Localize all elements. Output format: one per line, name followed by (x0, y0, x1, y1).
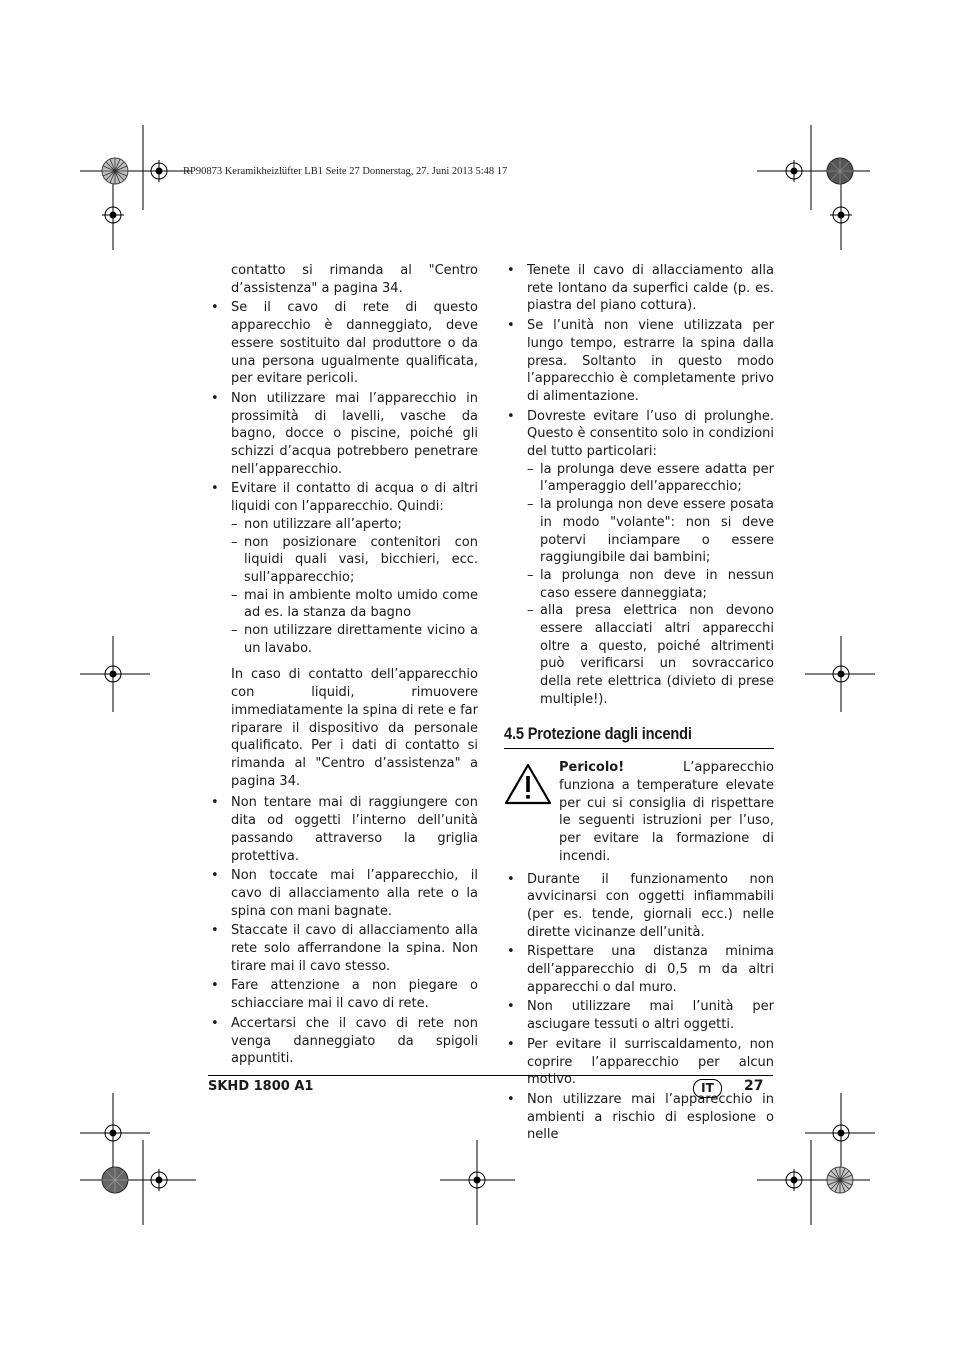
registration-mark-icon (783, 1169, 805, 1191)
registration-mark-icon (148, 160, 170, 182)
list-item: • Se il cavo di rete di questo apparecchio è danneggiato, deve essere sostituito dal produttore o da una persona ugualmente qualificata, per evitare pericoli. (208, 299, 478, 388)
color-wheel-icon (826, 1166, 854, 1194)
warning-triangle-icon (504, 763, 552, 805)
footer-divider (208, 1075, 773, 1076)
danger-label: Pericolo! (559, 760, 625, 776)
page-number: 27 (744, 1078, 764, 1094)
danger-notice (504, 759, 774, 865)
sub-list-item: – non posizionare contenitori con liquidi quali vasi, bicchieri, ecc. sull’apparecchio; (208, 534, 478, 587)
list-item: • Staccate il cavo di allacciamento alla rete solo afferrandone la spina. Non tirare mai il cavo stesso. (208, 922, 478, 975)
registration-mark-icon (102, 204, 124, 226)
sub-list-item: – non utilizzare all’aperto; (208, 516, 478, 534)
registration-mark-icon (830, 1122, 852, 1144)
list-item: • Evitare il contatto di acqua o di altri liquidi con l’apparecchio. Quindi: (208, 480, 478, 515)
sub-list-item: – mai in ambiente molto umido come ad es. la stanza da bagno (208, 587, 478, 622)
right-column (504, 262, 774, 1144)
print-header: RP90873 Keramikheizlüfter LB1 Seite 27 Donnerstag, 27. Juni 2013 5:48 17 (183, 166, 508, 177)
list-item: • Fare attenzione a non piegare o schiacciare mai il cavo di rete. (208, 977, 478, 1012)
left-column (208, 262, 478, 1068)
list-item: • Non utilizzare mai l’apparecchio in prossimità di lavelli, vasche da bagno, docce o piscine, poiché gli schizzi d’acqua potrebbero penetrare nell’apparecchio. (208, 390, 478, 479)
language-badge: IT (693, 1079, 722, 1098)
list-item: • Dovreste evitare l’uso di prolunghe. Questo è consentito solo in condizioni del tutto particolari: (504, 408, 774, 461)
contact-paragraph: In caso di contatto dell’apparecchio con liquidi, rimuovere immediatamente la spina di rete e far riparare il dispositivo da personale qualificato. Per i dati di contatto si rimanda al "Centro d’assistenza" a pagina 34. (231, 667, 478, 789)
color-wheel-icon (826, 157, 854, 185)
section-divider (504, 748, 774, 749)
list-item: • Non tentare mai di raggiungere con dita od oggetti l’interno dell’unità passando attraverso la griglia protettiva. (208, 794, 478, 865)
registration-mark-icon (102, 663, 124, 685)
paragraph-continued: contatto si rimanda al "Centro d’assistenza" a pagina 34. (231, 263, 478, 296)
footer-model: SKHD 1800 A1 (208, 1079, 314, 1094)
sub-list-item: – alla presa elettrica non devono essere allacciati altri apparecchi oltre a questo, poiché altrimenti può verificarsi un sovraccarico della rete elettrica (divieto di prese multiple!). (504, 602, 774, 708)
registration-mark-icon (783, 160, 805, 182)
color-wheel-icon (101, 157, 129, 185)
sub-list-item: – la prolunga deve essere adatta per l’amperaggio dell’apparecchio; (504, 461, 774, 496)
list-item: • Se l’unità non viene utilizzata per lungo tempo, estrarre la spina dalla presa. Soltanto in questo modo l’apparecchio è completamente privo di alimentazione. (504, 317, 774, 406)
sub-list-item: – la prolunga non deve in nessun caso essere danneggiata; (504, 567, 774, 602)
color-wheel-icon (101, 1166, 129, 1194)
list-item: • Durante il funzionamento non avvicinarsi con oggetti infiammabili (per es. tende, giornali ecc.) nelle dirette vicinanze dell’unità. (504, 871, 774, 942)
list-item: • Non utilizzare mai l’apparecchio in ambienti a rischio di esplosione o nelle (504, 1091, 774, 1144)
sub-list-item: – non utilizzare direttamente vicino a un lavabo. (208, 622, 478, 657)
danger-text: L’apparecchio funziona a temperature elevate per cui si consiglia di rispettare le seguenti istruzioni per l’uso, per evitare la formazione di incendi. (559, 760, 774, 864)
list-item: • Per evitare il surriscaldamento, non coprire l’apparecchio per alcun motivo. (504, 1036, 774, 1089)
list-item: • Accertarsi che il cavo di rete non venga danneggiato da spigoli appuntiti. (208, 1015, 478, 1068)
registration-mark-icon (148, 1169, 170, 1191)
list-item: • Rispettare una distanza minima dell’apparecchio di 0,5 m da altri apparecchi o dal muro. (504, 943, 774, 996)
list-item: • Tenete il cavo di allacciamento alla rete lontano da superfici calde (p. es. piastra del piano cottura). (504, 262, 774, 315)
section-title: 4.5 Protezione dagli incendi (504, 723, 692, 743)
list-item: • Non utilizzare mai l’unità per asciugare tessuti o altri oggetti. (504, 998, 774, 1033)
sub-list-item: – la prolunga non deve essere posata in modo "volante": non si deve potervi inciampare o essere raggiungibile dai bambini; (504, 496, 774, 567)
registration-mark-icon (830, 204, 852, 226)
registration-mark-icon (102, 1122, 124, 1144)
registration-mark-icon (830, 663, 852, 685)
registration-mark-icon (466, 1169, 488, 1191)
list-item: • Non toccate mai l’apparecchio, il cavo di allacciamento alla rete o la spina con mani bagnate. (208, 867, 478, 920)
